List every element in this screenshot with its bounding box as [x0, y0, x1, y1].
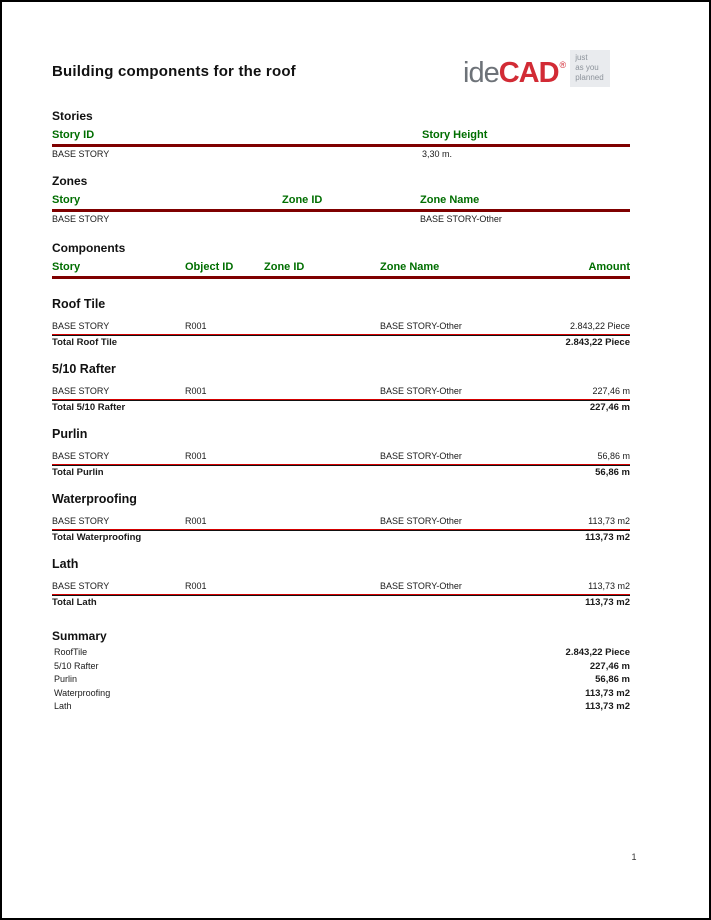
story-cell: BASE STORY	[52, 516, 110, 526]
total-value: 113,73 m2	[585, 597, 630, 608]
zone-id-cell	[282, 214, 420, 225]
total-label: Total 5/10 Rafter	[52, 402, 126, 413]
table-row	[52, 449, 630, 465]
zone-name-cell: BASE STORY-Other	[380, 321, 462, 331]
idecad-logo	[463, 50, 610, 88]
summary-value: 113,73 m2	[585, 687, 630, 699]
tagline-line: planned	[575, 73, 604, 82]
total-value: 56,86 m	[595, 467, 630, 478]
total-row	[52, 530, 630, 544]
tagline-line: as you	[575, 63, 599, 72]
summary-value: 227,46 m	[589, 660, 630, 672]
group-title: Lath	[52, 557, 79, 571]
list-item	[52, 701, 630, 715]
list-item	[52, 674, 630, 688]
summary-section	[52, 629, 630, 715]
story-cell: BASE STORY	[52, 386, 110, 396]
zone-name-cell: BASE STORY-Other	[420, 214, 502, 224]
component-group-waterproofing	[52, 492, 630, 544]
group-title: Waterproofing	[52, 492, 137, 506]
summary-label: Lath	[54, 701, 72, 711]
group-title: Purlin	[52, 427, 88, 441]
table-row	[52, 579, 630, 595]
object-id-cell: R001	[185, 581, 207, 591]
column-header-zone-name: Zone Name	[380, 261, 440, 273]
total-row	[52, 465, 630, 479]
column-header-zone-id: Zone ID	[282, 194, 323, 206]
total-label: Total Purlin	[52, 467, 104, 478]
section-title-components: Components	[52, 241, 126, 255]
zone-id-cell	[264, 321, 380, 332]
table-row	[52, 384, 630, 400]
story-height-cell: 3,30 m.	[422, 149, 453, 159]
section-title-stories: Stories	[52, 109, 93, 123]
column-header-story-id: Story ID	[52, 129, 95, 141]
logo-wordmark	[463, 50, 565, 88]
story-cell: BASE STORY	[52, 321, 110, 331]
summary-label: RoofTile	[54, 647, 88, 657]
components-header-row	[52, 260, 630, 279]
column-header-story-height: Story Height	[422, 129, 488, 141]
group-title: 5/10 Rafter	[52, 362, 116, 376]
table-row	[52, 212, 630, 225]
zone-name-cell: BASE STORY-Other	[380, 451, 462, 461]
object-id-cell: R001	[185, 321, 207, 331]
story-cell: BASE STORY	[52, 451, 110, 461]
summary-label: Waterproofing	[54, 687, 111, 698]
logo-text-cad: CAD	[498, 57, 559, 89]
amount-cell: 227,46 m	[592, 386, 630, 396]
total-label: Total Roof Tile	[52, 337, 118, 348]
summary-rows	[52, 647, 630, 715]
zones-header-row	[52, 193, 630, 212]
total-value: 113,73 m2	[585, 532, 630, 543]
table-row	[52, 147, 630, 160]
list-item	[52, 647, 630, 661]
page-title: Building components for the roof	[52, 63, 296, 80]
zone-name-cell: BASE STORY-Other	[380, 516, 462, 526]
column-header-amount: Amount	[588, 261, 630, 273]
summary-value: 2.843,22 Piece	[565, 647, 630, 658]
zone-id-cell	[264, 386, 380, 397]
story-cell: BASE STORY	[52, 214, 110, 224]
stories-header-row	[52, 128, 630, 147]
list-item	[52, 688, 630, 702]
object-id-cell: R001	[185, 516, 207, 526]
column-header-zone-id: Zone ID	[264, 261, 305, 273]
logo-text-ide: ide	[463, 57, 499, 89]
summary-value: 56,86 m	[595, 674, 630, 685]
amount-cell: 113,73 m2	[588, 516, 630, 526]
object-id-cell: R001	[185, 386, 207, 396]
total-row	[52, 595, 630, 609]
page-number: 1	[631, 852, 637, 862]
component-group-purlin	[52, 427, 630, 479]
section-title-summary: Summary	[52, 629, 107, 643]
logo-tagline	[570, 50, 609, 87]
amount-cell: 2.843,22 Piece	[569, 321, 630, 331]
total-row	[52, 400, 630, 414]
zone-id-cell	[264, 581, 380, 592]
zone-name-cell: BASE STORY-Other	[380, 386, 462, 396]
story-id-cell: BASE STORY	[52, 149, 110, 159]
component-group-lath	[52, 557, 630, 609]
tagline-line: just	[575, 53, 588, 62]
column-header-story: Story	[52, 261, 81, 273]
registered-trademark-icon: ®	[559, 60, 566, 70]
total-row	[52, 335, 630, 349]
amount-cell: 56,86 m	[597, 451, 630, 461]
section-title-zones: Zones	[52, 174, 88, 188]
column-header-object-id: Object ID	[185, 261, 234, 273]
component-group-rafter	[52, 362, 630, 414]
story-cell: BASE STORY	[52, 581, 110, 591]
table-row	[52, 319, 630, 335]
total-value: 227,46 m	[589, 402, 630, 413]
total-label: Total Waterproofing	[52, 532, 142, 543]
total-value: 2.843,22 Piece	[565, 337, 630, 348]
zone-name-cell: BASE STORY-Other	[380, 581, 462, 591]
column-header-zone-name: Zone Name	[420, 194, 480, 206]
summary-value: 113,73 m2	[585, 701, 630, 712]
table-row	[52, 514, 630, 530]
report-body	[52, 109, 630, 715]
column-header-story: Story	[52, 194, 81, 206]
summary-label: Purlin	[54, 674, 78, 684]
zone-id-cell	[264, 516, 380, 527]
total-label: Total Lath	[52, 597, 97, 608]
zone-id-cell	[264, 451, 380, 462]
amount-cell: 113,73 m2	[588, 581, 630, 591]
group-title: Roof Tile	[52, 297, 106, 311]
component-group-roof-tile	[52, 297, 630, 349]
object-id-cell: R001	[185, 451, 207, 461]
summary-label: 5/10 Rafter	[54, 660, 99, 671]
list-item	[52, 661, 630, 675]
